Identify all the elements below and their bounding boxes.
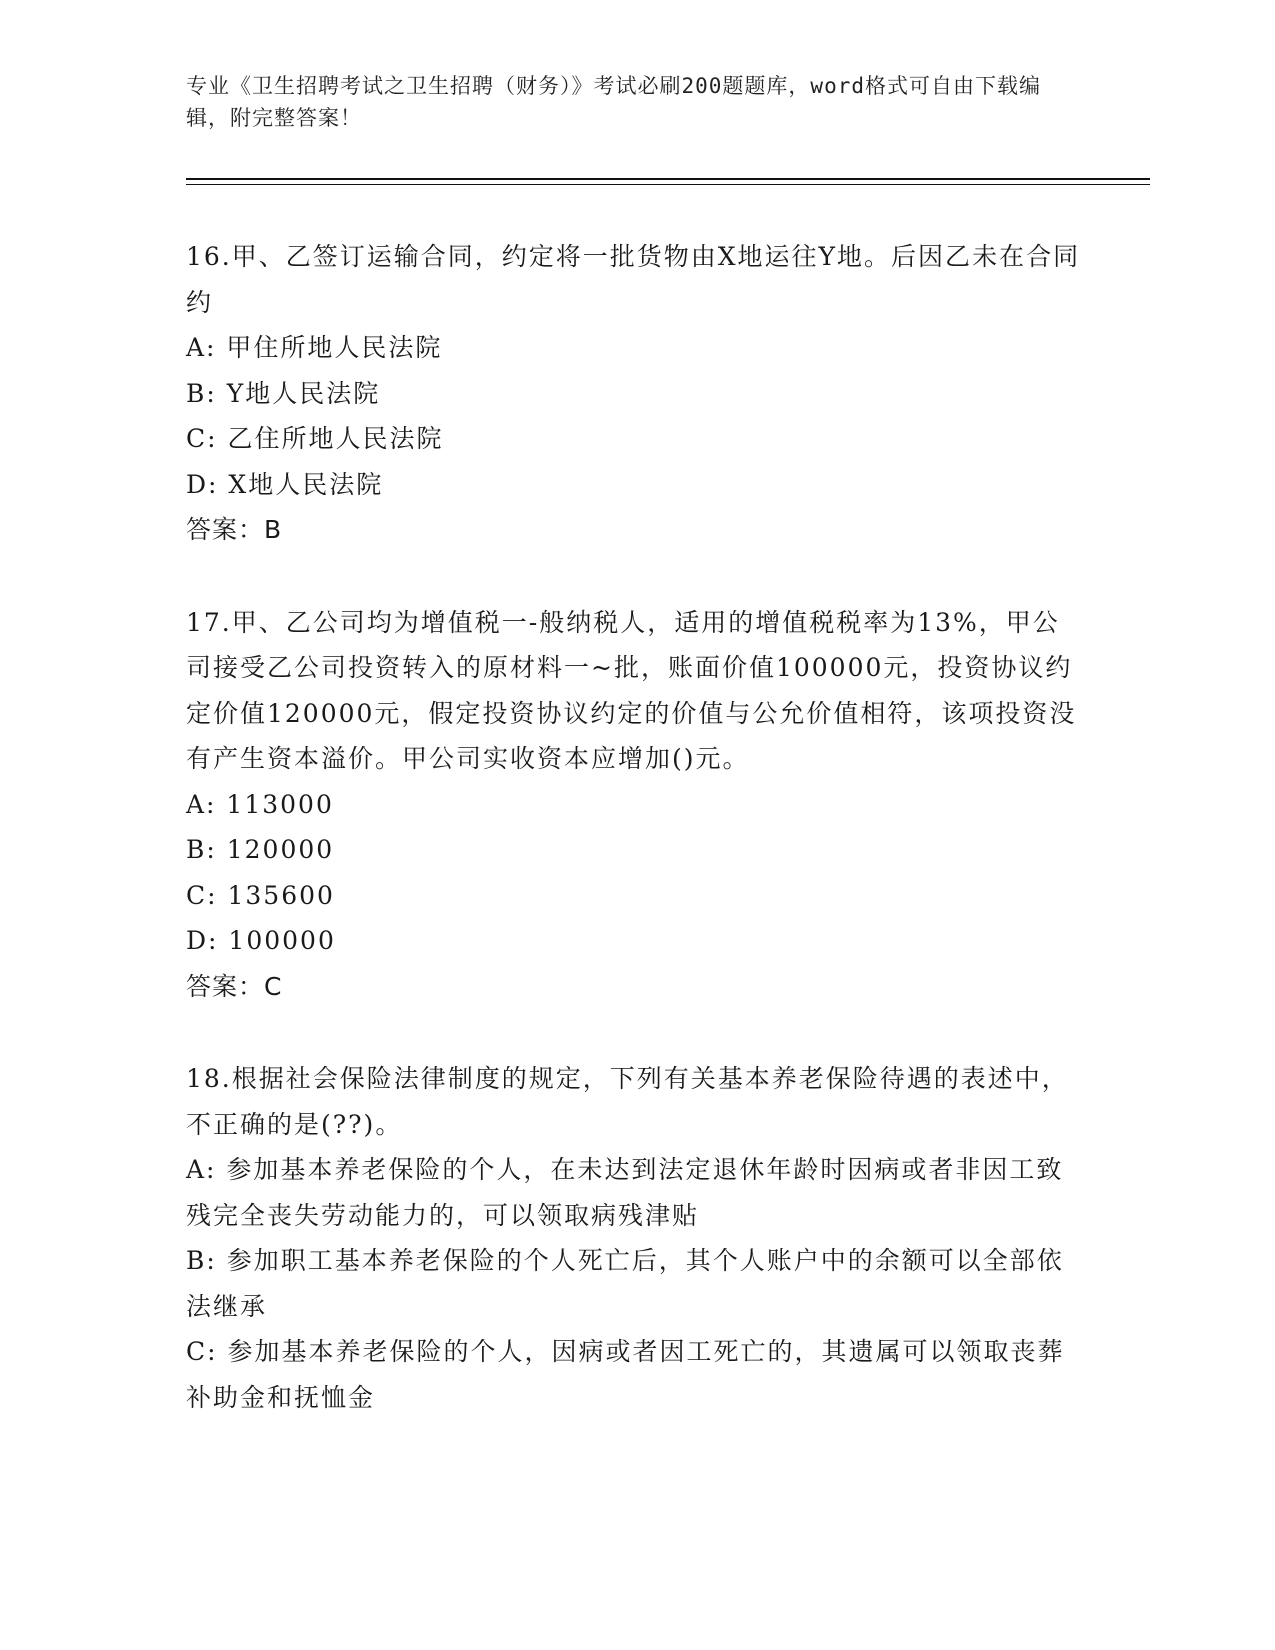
document-header-text: 专业《卫生招聘考试之卫生招聘（财务）》考试必刷200题题库，word格式可自由下载编辑，附完整答案！	[186, 74, 1041, 130]
answer-line: 答案：C	[186, 971, 283, 1001]
header-divider-thin	[186, 184, 1150, 185]
option-b: B: 参加职工基本养老保险的个人死亡后，其个人账户中的余额可以全部依法继承	[186, 1246, 1064, 1321]
question-16	[186, 234, 1086, 553]
option-b: B: Y地人民法院	[186, 378, 381, 408]
question-list	[186, 234, 1086, 1467]
question-stem: 17.甲、乙公司均为增值税一-般纳税人，适用的增值税税率为13%，甲公司接受乙公司投资转入的原材料一~批，账面价值100000元，投资协议约定价值120000元，假定投资协议约定的价值与公允价值相符，该项投资没有产生资本溢价。甲公司实收资本应增加()元。	[186, 607, 1077, 773]
question-18	[186, 1056, 1086, 1420]
option-c: C: 参加基本养老保险的个人，因病或者因工死亡的，其遗属可以领取丧葬补助金和抚恤金	[186, 1337, 1065, 1412]
question-17	[186, 600, 1086, 1010]
header-divider-thick	[186, 178, 1150, 180]
option-a: A: 甲住所地人民法院	[186, 333, 443, 362]
option-c: C: 乙住所地人民法院	[186, 424, 444, 453]
option-a: A: 113000	[186, 789, 334, 819]
question-stem: 18.根据社会保险法律制度的规定，下列有关基本养老保险待遇的表述中，不正确的是(??)。	[186, 1064, 1069, 1139]
option-d: D: 100000	[186, 926, 336, 955]
option-d: D: X地人民法院	[186, 469, 384, 499]
answer-line: 答案：B	[186, 515, 283, 544]
option-b: B: 120000	[186, 835, 335, 864]
option-c: C: 135600	[186, 880, 335, 910]
option-a: A: 参加基本养老保险的个人，在未达到法定退休年龄时因病或者非因工致残完全丧失劳动能力的，可以领取病残津贴	[186, 1155, 1064, 1230]
question-stem: 16.甲、乙签订运输合同，约定将一批货物由X地运往Y地。后因乙未在合同约	[186, 242, 1081, 317]
